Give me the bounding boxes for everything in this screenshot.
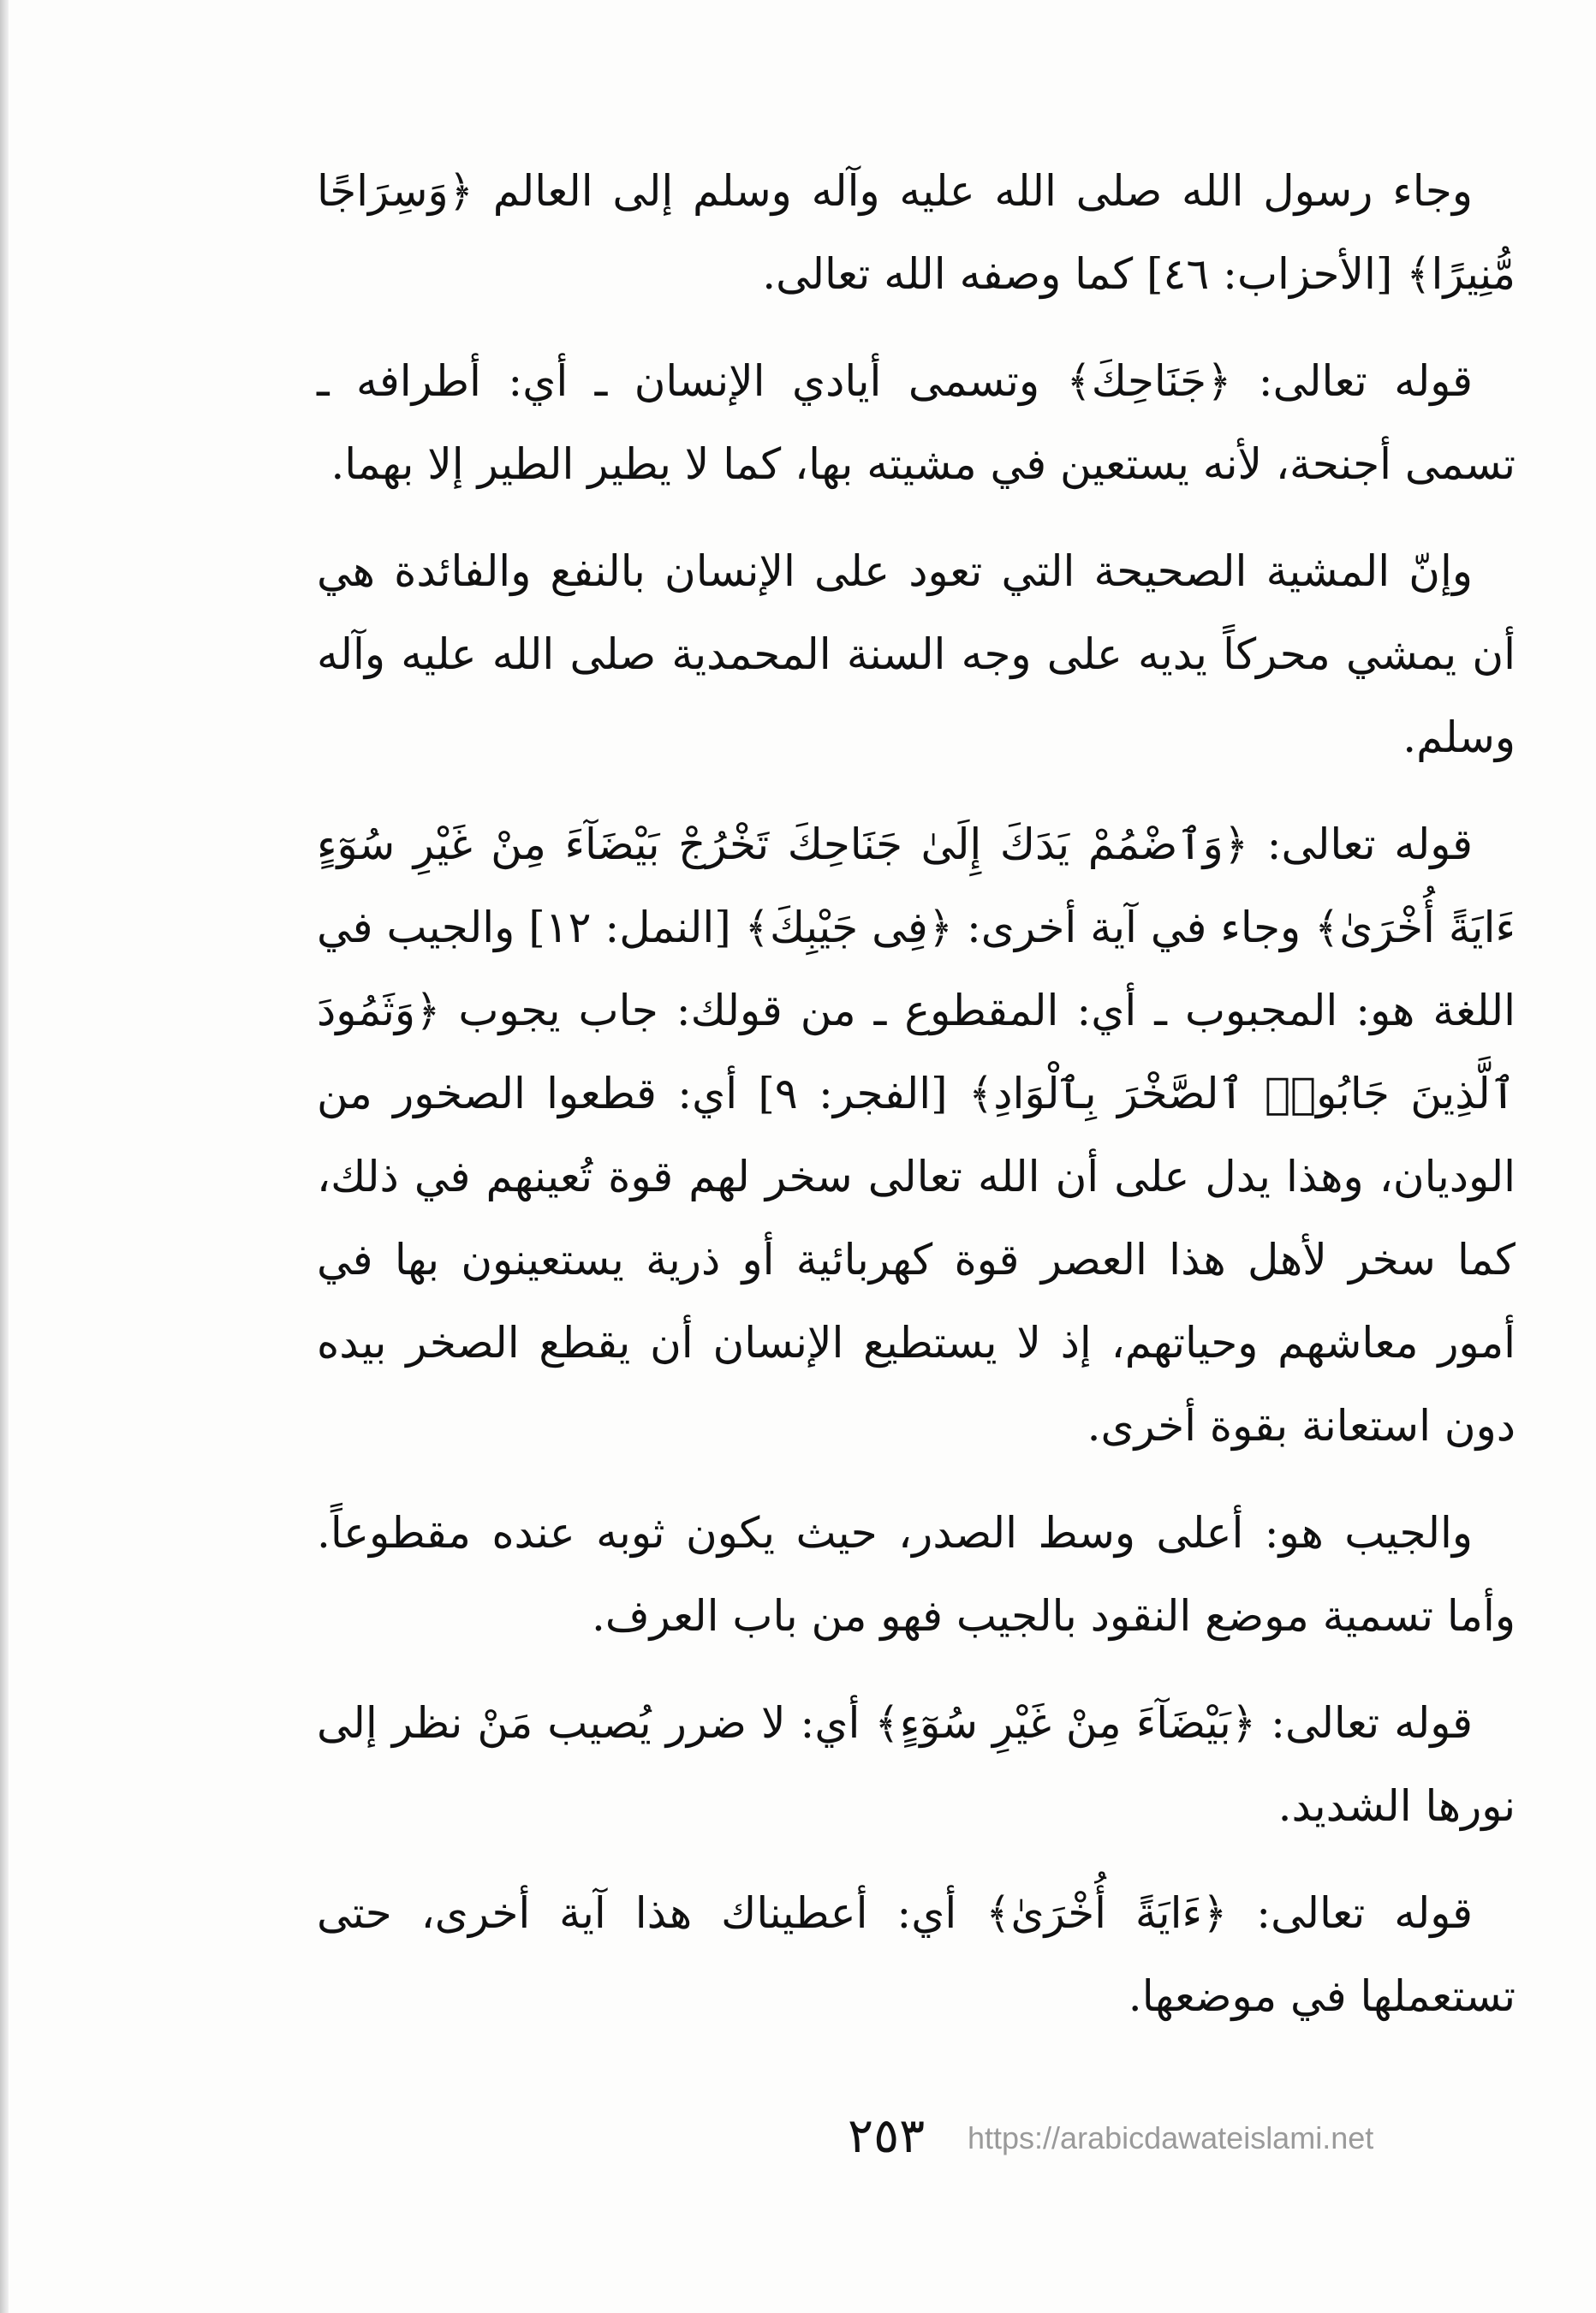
source-url-watermark: https://arabicdawateislami.net [968, 2120, 1374, 2155]
paragraph-2: قوله تعالى: ﴿جَنَاحِكَ﴾ وتسمى أيادي الإنسان ـ أي: أطرافه ـ تسمى أجنحة، لأنه يستعين في مشيته بها، كما لا يطير الطير إلا بهما. [317, 356, 1516, 489]
paragraph-7: قوله تعالى: ﴿ءَايَةً أُخْرَىٰ﴾ أي: أعطيناك هذا آية أخرى، حتى تستعملها في موضعها. [317, 1888, 1516, 2021]
paragraph-4: قوله تعالى: ﴿وَٱضْمُمْ يَدَكَ إِلَىٰ جَنَاحِكَ تَخْرُجْ بَيْضَآءَ مِنْ غَيْرِ سُوٓءٍ ءَايَةً أُخْرَىٰ﴾ وجاء في آية أخرى: ﴿فِى جَيْبِكَ﴾ [النمل: ١٢] والجيب في اللغة هو: المجبوب ـ أي: المقطوع ـ من قولك: جاب يجوب ﴿وَثَمُودَ ٱلَّذِينَ جَابُوا۟ ٱلصَّخْرَ بِٱلْوَادِ﴾ [الفجر: ٩] أي: قطعوا الصخور من الوديان، وهذا يدل على أن الله تعالى سخر لهم قوة تُعينهم في ذلك، كما سخر لأهل هذا العصر قوة كهربائية أو ذرية يستعينون بها في أمور معاشهم وحياتهم، إذ لا يستطيع الإنسان أن يقطع الصخر بيده دون استعانة بقوة أخرى. [317, 820, 1516, 1451]
page-binding-edge [0, 0, 9, 2313]
paragraph-5: والجيب هو: أعلى وسط الصدر، حيث يكون ثوبه عنده مقطوعاً. وأما تسمية موضع النقود بالجيب فهو من باب العرف. [317, 1508, 1516, 1641]
paragraph-3: وإنّ المشية الصحيحة التي تعود على الإنسان بالنفع والفائدة هي أن يمشي محركاً يديه على وجه السنة المحمدية صلى الله عليه وآله وسلم. [317, 546, 1516, 762]
page-body [317, 150, 1516, 2062]
page-footer [822, 2098, 1507, 2175]
paragraph-1: وجاء رسول الله صلى الله عليه وآله وسلم إلى العالم ﴿وَسِرَاجًا مُّنِيرًا﴾ [الأحزاب: ٤٦] كما وصفه الله تعالى. [317, 166, 1516, 299]
paragraph-6: قوله تعالى: ﴿بَيْضَآءَ مِنْ غَيْرِ سُوٓءٍ﴾ أي: لا ضرر يُصيب مَنْ نظر إلى نورها الشديد. [317, 1698, 1516, 1831]
page-number: ٢٥٣ [848, 2108, 926, 2164]
